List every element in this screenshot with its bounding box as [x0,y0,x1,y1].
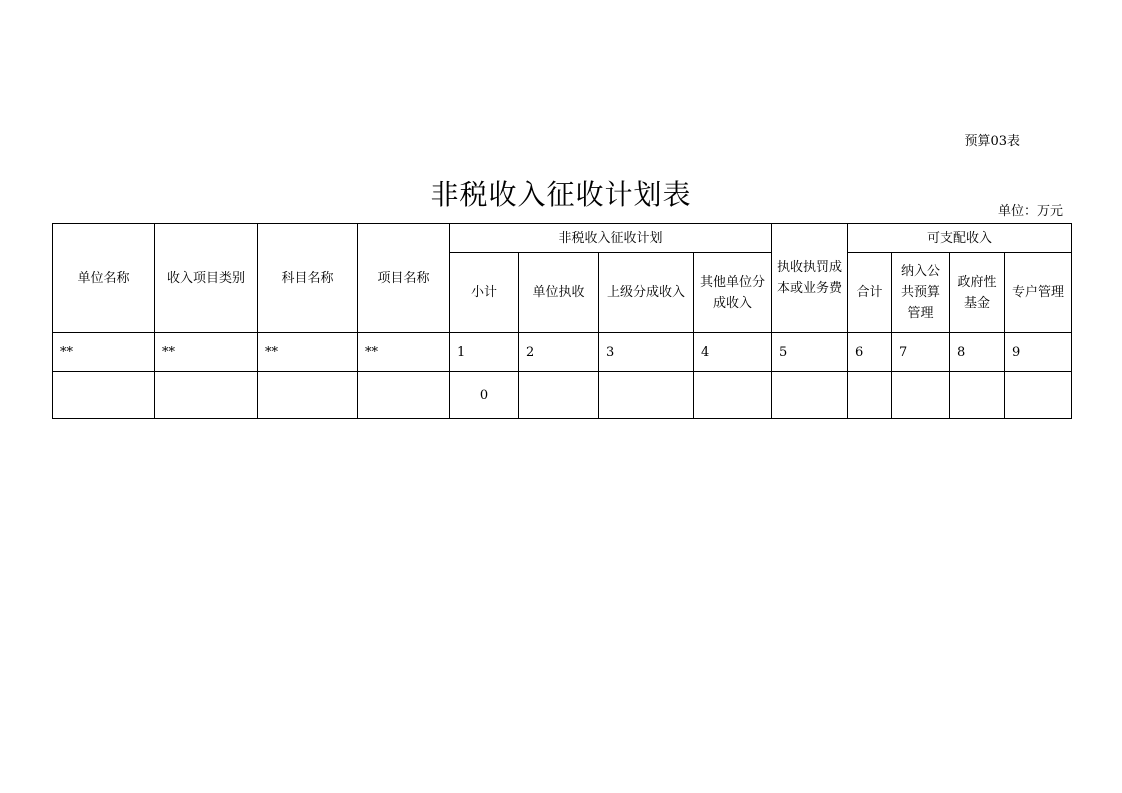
table-cell [950,372,1005,419]
index-cell: ** [258,333,358,372]
index-cell: 8 [950,333,1005,372]
table-cell [599,372,694,419]
table-cell [1005,372,1072,419]
index-cell: 7 [892,333,950,372]
index-cell: ** [358,333,450,372]
table-cell [519,372,599,419]
header-disp-special-account: 专户管理 [1005,253,1072,333]
header-enforcement-cost: 执收执罚成本或业务费 [772,224,848,333]
header-plan-subtotal: 小计 [450,253,519,333]
header-unit-name: 单位名称 [53,224,155,333]
table-cell [358,372,450,419]
table-cell [694,372,772,419]
header-disp-public-budget: 纳入公共预算管理 [892,253,950,333]
table-cell [258,372,358,419]
table-cell [772,372,848,419]
header-plan-other-unit-share: 其他单位分成收入 [694,253,772,333]
table-cell [155,372,258,419]
index-cell: ** [53,333,155,372]
index-cell: 2 [519,333,599,372]
header-income-category: 收入项目类别 [155,224,258,333]
header-plan-unit-collect: 单位执收 [519,253,599,333]
unit-label: 单位：万元 [997,204,1063,219]
index-cell: 4 [694,333,772,372]
header-project-name: 项目名称 [358,224,450,333]
header-plan-group: 非税收入征收计划 [450,224,772,253]
index-cell: ** [155,333,258,372]
index-row [53,333,1072,372]
index-cell: 3 [599,333,694,372]
header-disposable-group: 可支配收入 [848,224,1072,253]
page-title: 非税收入征收计划表 [430,177,692,211]
header-subject-name: 科目名称 [258,224,358,333]
header-disp-total: 合计 [848,253,892,333]
table-cell [53,372,155,419]
form-code: 预算03表 [964,134,1020,149]
table-cell [892,372,950,419]
index-cell: 1 [450,333,519,372]
index-cell: 5 [772,333,848,372]
table-cell: 0 [450,372,519,419]
header-row-1 [53,224,1072,253]
table-row [53,372,1072,419]
index-cell: 9 [1005,333,1072,372]
header-disp-gov-fund: 政府性基金 [950,253,1005,333]
revenue-plan-table [52,223,1072,419]
index-cell: 6 [848,333,892,372]
header-plan-superior-share: 上级分成收入 [599,253,694,333]
table-cell [848,372,892,419]
